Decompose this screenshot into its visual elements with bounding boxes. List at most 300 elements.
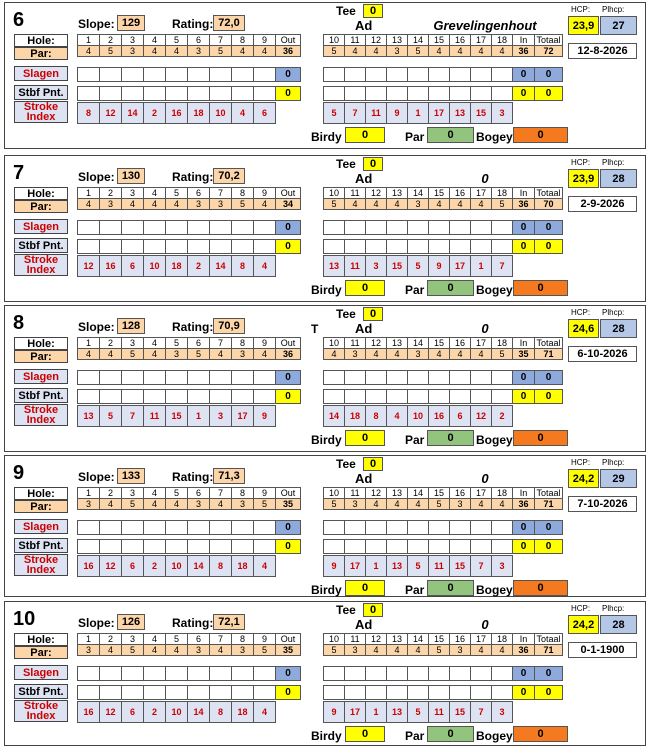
par-value: 5: [324, 645, 345, 656]
stbf-points-cell: [408, 540, 429, 554]
slope-value[interactable]: 128: [117, 318, 145, 334]
stroke-index-value: 1: [366, 702, 387, 723]
out-stbf-total: 0: [276, 686, 301, 700]
round-date[interactable]: 7-10-2026: [568, 496, 637, 512]
score-input[interactable]: [78, 371, 100, 385]
round-number: 8: [13, 312, 25, 334]
score-input[interactable]: [324, 667, 345, 681]
stbf-points-cell: [450, 240, 471, 254]
stbf-points-cell: [100, 390, 122, 404]
hole-number: 10: [324, 35, 345, 46]
score-input[interactable]: [387, 221, 408, 235]
in-header: In: [513, 188, 535, 199]
stbf-points-cell: [345, 390, 366, 404]
par-value: 4: [100, 645, 122, 656]
stbf-points-cell: [345, 87, 366, 101]
score-input[interactable]: [100, 221, 122, 235]
in-header: In: [513, 634, 535, 645]
course-name[interactable]: Grevelingenhout: [433, 18, 537, 33]
score-input[interactable]: [366, 68, 387, 82]
course-name[interactable]: 0: [481, 321, 489, 336]
row-label-hole: Hole:: [14, 487, 68, 500]
plhcp-value: 28: [600, 169, 637, 188]
score-input[interactable]: [429, 521, 450, 535]
stroke-index-value: 1: [366, 556, 387, 577]
in-stbf-total: 0: [513, 686, 535, 700]
stroke-index-value: 4: [254, 556, 276, 577]
player-name[interactable]: Ad: [355, 171, 373, 186]
row-label-par: Par:: [14, 350, 68, 363]
stroke-index-value: 3: [492, 103, 513, 124]
front-stroke-index-row: [77, 701, 276, 723]
stbf-points-cell: [366, 540, 387, 554]
hole-number: 1: [78, 338, 100, 349]
stbf-points-cell: [345, 240, 366, 254]
stroke-index-value: 3: [210, 406, 232, 427]
row-label-par: Par:: [14, 646, 68, 659]
hcp-value[interactable]: 23,9: [568, 169, 599, 188]
slope-value[interactable]: 129: [117, 15, 145, 31]
stroke-index-value: 13: [450, 103, 471, 124]
tee-value[interactable]: 0: [363, 157, 383, 171]
hcp-label: HCP:: [571, 308, 591, 317]
stbf-points-cell: [188, 240, 210, 254]
score-input[interactable]: [210, 371, 232, 385]
totaal-header: Totaal: [536, 488, 561, 498]
index-label: Index: [26, 414, 56, 426]
stroke-label: Stroke: [23, 404, 59, 416]
scorecard: [4, 305, 646, 452]
par-value: 4: [387, 499, 408, 510]
tee-value[interactable]: 0: [363, 603, 383, 617]
score-input[interactable]: [100, 521, 122, 535]
stbf-points-cell: [471, 390, 492, 404]
stbf-points-cell: [210, 686, 232, 700]
score-input[interactable]: [450, 221, 471, 235]
stbf-points-cell: [492, 240, 513, 254]
score-input[interactable]: [324, 371, 345, 385]
par-value: 3: [166, 349, 188, 360]
par-value: 4: [78, 199, 100, 210]
par-value: 4: [144, 349, 166, 360]
tee-value[interactable]: 0: [363, 307, 383, 321]
back-stroke-index-row: [323, 102, 513, 124]
stroke-index-value: 17: [345, 556, 366, 577]
score-input[interactable]: [450, 521, 471, 535]
scorecard: [4, 2, 646, 149]
stroke-index-value: 1: [471, 256, 492, 277]
stroke-index-value: 10: [166, 556, 188, 577]
tee-value[interactable]: 0: [363, 457, 383, 471]
score-input[interactable]: [492, 221, 513, 235]
round-date[interactable]: 0-1-1900: [568, 642, 637, 658]
stroke-index-value: 4: [387, 406, 408, 427]
stroke-index-value: 5: [408, 556, 429, 577]
round-number: 9: [13, 462, 25, 484]
stbf-points-cell: [254, 540, 276, 554]
score-input[interactable]: [100, 68, 122, 82]
score-input[interactable]: [492, 68, 513, 82]
index-label: Index: [26, 710, 56, 722]
hole-number: 1: [78, 35, 100, 46]
stroke-index-value: 12: [100, 103, 122, 124]
total-stbf: 0: [535, 540, 563, 554]
hole-number: 11: [345, 338, 366, 349]
stroke-index-value: 10: [166, 702, 188, 723]
score-input[interactable]: [254, 521, 276, 535]
score-input[interactable]: [232, 371, 254, 385]
round-date[interactable]: 12-8-2026: [568, 43, 637, 59]
rating-value[interactable]: 72,0: [213, 15, 245, 31]
score-input[interactable]: [471, 221, 492, 235]
hole-number: 12: [366, 338, 387, 349]
score-input[interactable]: [450, 68, 471, 82]
stroke-index-value: 16: [78, 556, 100, 577]
stroke-index-value: 18: [166, 256, 188, 277]
birdy-label: Birdy: [311, 729, 342, 743]
par-value: 5: [324, 199, 345, 210]
score-input[interactable]: [78, 221, 100, 235]
row-label-slagen: Slagen: [14, 66, 68, 81]
stroke-index-value: 12: [100, 556, 122, 577]
score-input[interactable]: [345, 371, 366, 385]
stbf-points-cell: [254, 87, 276, 101]
score-input[interactable]: [232, 521, 254, 535]
stbf-points-cell: [210, 240, 232, 254]
score-input[interactable]: [210, 667, 232, 681]
score-input[interactable]: [254, 667, 276, 681]
score-input[interactable]: [122, 221, 144, 235]
score-input[interactable]: [366, 371, 387, 385]
rating-value[interactable]: 70,2: [213, 168, 245, 184]
course-name[interactable]: 0: [481, 471, 489, 486]
score-input[interactable]: [492, 371, 513, 385]
scorecard: [4, 155, 646, 302]
score-input[interactable]: [471, 68, 492, 82]
hole-number: 4: [144, 35, 166, 46]
score-input[interactable]: [122, 667, 144, 681]
score-input[interactable]: [345, 521, 366, 535]
score-input[interactable]: [210, 68, 232, 82]
bogey-count: 0: [513, 280, 568, 296]
player-name[interactable]: Ad: [355, 471, 373, 486]
rating-label: Rating:: [172, 320, 214, 334]
out-score-total: 0: [276, 667, 301, 681]
bogey-label: Bogey: [476, 283, 513, 297]
hcp-label: HCP:: [571, 158, 591, 167]
stroke-index-value: 9: [324, 556, 345, 577]
row-label-par: Par:: [14, 47, 68, 60]
score-input[interactable]: [366, 521, 387, 535]
stroke-index-value: 5: [100, 406, 122, 427]
plhcp-value: 29: [600, 469, 637, 488]
hole-number: 16: [450, 35, 471, 46]
stbf-points-cell: [324, 540, 345, 554]
stbf-points-cell: [387, 686, 408, 700]
stroke-index-value: 6: [254, 103, 276, 124]
score-input[interactable]: [188, 521, 210, 535]
stbf-points-cell: [188, 686, 210, 700]
par-value: 4: [366, 645, 387, 656]
score-input[interactable]: [78, 68, 100, 82]
hcp-value[interactable]: 23,9: [568, 16, 599, 35]
score-input[interactable]: [166, 68, 188, 82]
slope-value[interactable]: 126: [117, 614, 145, 630]
course-name[interactable]: 0: [481, 617, 489, 632]
round-date[interactable]: 6-10-2026: [568, 346, 637, 362]
stroke-index-value: 15: [450, 702, 471, 723]
score-input[interactable]: [324, 221, 345, 235]
score-input[interactable]: [408, 221, 429, 235]
par-value: 4: [471, 499, 492, 510]
hole-number: 11: [345, 634, 366, 645]
stbf-points-cell: [471, 240, 492, 254]
score-input[interactable]: [366, 667, 387, 681]
score-input[interactable]: [429, 371, 450, 385]
stroke-index-value: 16: [78, 702, 100, 723]
score-input[interactable]: [387, 667, 408, 681]
score-input[interactable]: [254, 68, 276, 82]
bogey-count: 0: [513, 127, 568, 143]
score-input[interactable]: [324, 521, 345, 535]
hole-number: 17: [471, 338, 492, 349]
front-stroke-index-row: [77, 555, 276, 577]
score-input[interactable]: [166, 371, 188, 385]
stroke-index-value: 11: [429, 556, 450, 577]
score-input[interactable]: [78, 521, 100, 535]
stbf-points-cell: [324, 240, 345, 254]
front-slagen-row: [77, 220, 301, 235]
stroke-index-value: 15: [387, 256, 408, 277]
hole-number: 14: [408, 488, 429, 499]
hole-number: 4: [144, 338, 166, 349]
stbf-points-cell: [232, 390, 254, 404]
player-name[interactable]: Ad: [355, 321, 373, 336]
back-nine-grid: [323, 633, 563, 656]
rating-value[interactable]: 72,1: [213, 614, 245, 630]
score-input[interactable]: [408, 521, 429, 535]
score-input[interactable]: [144, 371, 166, 385]
par-value: 3: [345, 645, 366, 656]
player-name[interactable]: Ad: [355, 617, 373, 632]
stbf-points-cell: [345, 540, 366, 554]
par-value: 4: [324, 349, 345, 360]
stbf-points-cell: [387, 87, 408, 101]
row-label-stroke-index: [14, 404, 68, 426]
stbf-points-cell: [188, 87, 210, 101]
rating-value[interactable]: 71,3: [213, 468, 245, 484]
hole-number: 13: [387, 634, 408, 645]
hole-number: 7: [210, 35, 232, 46]
hole-number: 13: [387, 338, 408, 349]
par-value: 4: [366, 499, 387, 510]
score-input[interactable]: [78, 667, 100, 681]
front-stbf-row: [77, 239, 301, 254]
front-slagen-row: [77, 370, 301, 385]
par-value: 4: [471, 199, 492, 210]
score-input[interactable]: [122, 521, 144, 535]
score-input[interactable]: [429, 68, 450, 82]
score-input[interactable]: [254, 371, 276, 385]
rating-value[interactable]: 70,9: [213, 318, 245, 334]
hole-number: 13: [387, 488, 408, 499]
in-stbf-total: 0: [513, 240, 535, 254]
stroke-index-value: 8: [78, 103, 100, 124]
birdy-label: Birdy: [311, 283, 342, 297]
score-input[interactable]: [345, 221, 366, 235]
par-value: 3: [210, 199, 232, 210]
score-input[interactable]: [122, 68, 144, 82]
score-input[interactable]: [492, 521, 513, 535]
score-input[interactable]: [144, 68, 166, 82]
stbf-points-cell: [232, 540, 254, 554]
score-input[interactable]: [100, 667, 122, 681]
hole-number: 3: [122, 188, 144, 199]
out-score-total: 0: [276, 221, 301, 235]
stroke-index-value: 17: [232, 406, 254, 427]
stroke-index-value: 12: [100, 702, 122, 723]
hcp-value[interactable]: 24,2: [568, 469, 599, 488]
stroke-index-value: 16: [100, 256, 122, 277]
par-value: 4: [429, 349, 450, 360]
score-input[interactable]: [471, 667, 492, 681]
back-slagen-row: [323, 666, 563, 681]
stroke-index-value: 15: [471, 103, 492, 124]
score-input[interactable]: [408, 68, 429, 82]
round-number: 6: [13, 9, 25, 31]
back-stbf-row: [323, 86, 563, 101]
total-score: 0: [535, 521, 563, 535]
score-input[interactable]: [122, 371, 144, 385]
par-value: 4: [450, 199, 471, 210]
score-input[interactable]: [345, 68, 366, 82]
score-input[interactable]: [232, 221, 254, 235]
row-label-stroke-index: [14, 101, 68, 123]
score-input[interactable]: [254, 221, 276, 235]
stroke-index-value: 14: [122, 103, 144, 124]
stbf-points-cell: [232, 686, 254, 700]
score-input[interactable]: [144, 667, 166, 681]
score-input[interactable]: [408, 667, 429, 681]
back-stbf-row: [323, 539, 563, 554]
score-input[interactable]: [345, 667, 366, 681]
par-value: 4: [366, 46, 387, 57]
rating-label: Rating:: [172, 170, 214, 184]
score-input[interactable]: [188, 68, 210, 82]
hole-number: 8: [232, 35, 254, 46]
score-input[interactable]: [429, 221, 450, 235]
stroke-index-value: 12: [78, 256, 100, 277]
score-input[interactable]: [232, 68, 254, 82]
stbf-points-cell: [122, 390, 144, 404]
hole-number: 7: [210, 338, 232, 349]
back-nine-grid: [323, 487, 563, 510]
slope-label: Slope:: [78, 320, 115, 334]
hole-number: 8: [232, 188, 254, 199]
tee-value[interactable]: 0: [363, 4, 383, 18]
player-name[interactable]: Ad: [355, 18, 373, 33]
course-name[interactable]: 0: [481, 171, 489, 186]
stbf-points-cell: [100, 240, 122, 254]
bogey-label: Bogey: [476, 433, 513, 447]
score-input[interactable]: [144, 221, 166, 235]
score-input[interactable]: [366, 221, 387, 235]
back-stroke-index-row: [323, 555, 513, 577]
hole-number: 17: [471, 634, 492, 645]
hole-number: 3: [122, 634, 144, 645]
score-input[interactable]: [166, 521, 188, 535]
score-input[interactable]: [450, 371, 471, 385]
birdy-label: Birdy: [311, 130, 342, 144]
score-input[interactable]: [324, 68, 345, 82]
stbf-points-cell: [429, 87, 450, 101]
round-number: 7: [13, 162, 25, 184]
stroke-index-value: 17: [429, 103, 450, 124]
score-input[interactable]: [387, 68, 408, 82]
stbf-points-cell: [429, 390, 450, 404]
stroke-index-value: 5: [324, 103, 345, 124]
score-input[interactable]: [232, 667, 254, 681]
stbf-points-cell: [122, 87, 144, 101]
score-input[interactable]: [188, 371, 210, 385]
stroke-index-value: 17: [450, 256, 471, 277]
stroke-index-value: 6: [450, 406, 471, 427]
plhcp-label: Plhcp:: [602, 5, 625, 14]
in-header: In: [513, 35, 535, 46]
stroke-index-value: 18: [345, 406, 366, 427]
par-value: 3: [78, 499, 100, 510]
score-input[interactable]: [166, 667, 188, 681]
stroke-index-value: 7: [345, 103, 366, 124]
score-input[interactable]: [188, 667, 210, 681]
score-input[interactable]: [492, 667, 513, 681]
score-input[interactable]: [387, 521, 408, 535]
stbf-points-cell: [210, 540, 232, 554]
stroke-index-value: 17: [345, 702, 366, 723]
score-input[interactable]: [166, 221, 188, 235]
score-input[interactable]: [429, 667, 450, 681]
score-input[interactable]: [471, 521, 492, 535]
round-date[interactable]: 2-9-2026: [568, 196, 637, 212]
score-input[interactable]: [210, 221, 232, 235]
par-value: 4: [78, 46, 100, 57]
front-nine-grid: [77, 187, 301, 210]
stroke-index-value: 1: [188, 406, 210, 427]
hole-number: 5: [166, 338, 188, 349]
score-input[interactable]: [471, 371, 492, 385]
score-input[interactable]: [210, 521, 232, 535]
score-input[interactable]: [450, 667, 471, 681]
score-input[interactable]: [144, 521, 166, 535]
stroke-index-value: 14: [210, 256, 232, 277]
hole-number: 2: [100, 338, 122, 349]
score-input[interactable]: [188, 221, 210, 235]
hole-number: 2: [100, 634, 122, 645]
score-input[interactable]: [408, 371, 429, 385]
score-input[interactable]: [387, 371, 408, 385]
out-header: Out: [276, 35, 301, 46]
slope-value[interactable]: 133: [117, 468, 145, 484]
hcp-value[interactable]: 24,2: [568, 615, 599, 634]
slope-value[interactable]: 130: [117, 168, 145, 184]
out-par-total: 36: [276, 349, 301, 360]
score-input[interactable]: [100, 371, 122, 385]
hole-number: 2: [100, 35, 122, 46]
par-value: 5: [232, 199, 254, 210]
stroke-index-value: 13: [387, 702, 408, 723]
hole-number: 8: [232, 338, 254, 349]
hcp-value[interactable]: 24,6: [568, 319, 599, 338]
